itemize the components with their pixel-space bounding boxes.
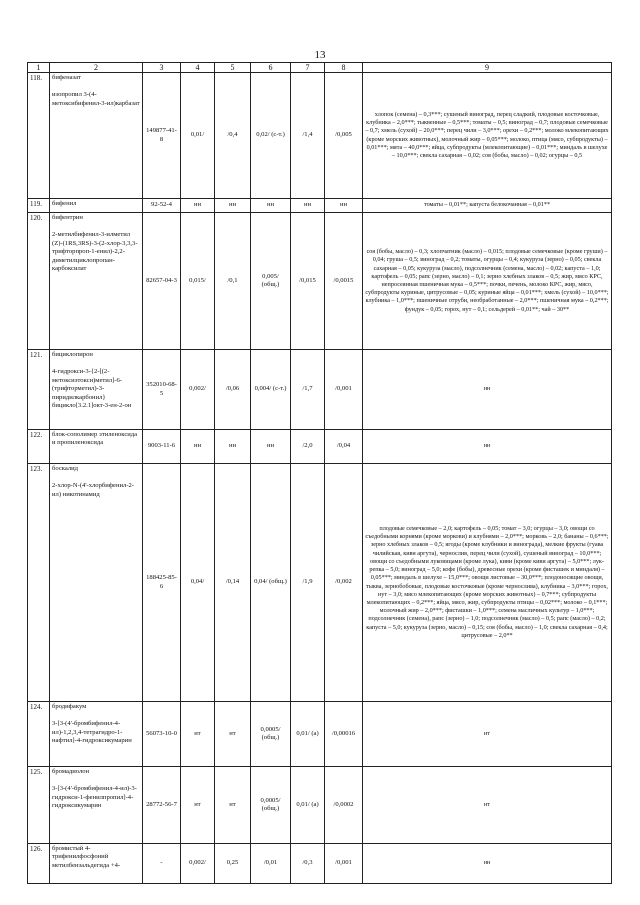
value-cell: нн: [181, 199, 215, 213]
value-cell: /0,4: [215, 73, 251, 199]
value-cell: нн: [215, 199, 251, 213]
table-row: [28, 350, 612, 430]
value-cell: /0,14: [215, 464, 251, 702]
chemical-name: 3-[3-(4'-бромбифенил-4-ил)-1,2,3,4-тетрагидро-1-нафтил]-4-гидроксикумарин: [52, 720, 132, 745]
value-cell: /0,00016: [325, 702, 363, 767]
col-header: 3: [143, 63, 181, 73]
table-row: [28, 213, 612, 350]
value-cell: 0,0005/ (общ.): [251, 767, 291, 844]
substance-name: бициклопирон: [52, 351, 93, 358]
table-row: [28, 464, 612, 702]
row-number: 120.: [28, 213, 50, 350]
value-cell: нн: [215, 430, 251, 464]
value-cell: 0,01/ (а): [291, 767, 325, 844]
cas-number: 188425-85-6: [143, 464, 181, 702]
value-cell: нт: [181, 702, 215, 767]
substance-cell: [50, 350, 143, 430]
residue-limits: нн: [363, 350, 612, 430]
cas-number: 56073-10-0: [143, 702, 181, 767]
value-cell: нт: [181, 767, 215, 844]
table-row: [28, 73, 612, 199]
row-number: 122.: [28, 430, 50, 464]
residue-limits: плодовые семечковые – 2,0; картофель – 0,05; томат – 3,0; огурцы – 3,0; овощи со съедобными корнями (кроме моркови) и клубнями – 2,0***; морковь – 2,0; бананы – 0,6***; зерно хлебных злаков – 0,5; ягоды (кроме клубники и винограда), мелкие фрукты (гуава чилийская, киви аргута), чернослив, перец чили (сухой), сушеный виноград – 10,0***; овощи со съедобными луковицами (кроме лука), киви (кроме киви аргута) – 5,0***; лук-репка – 5,0; виноград – 5,0; кофе (бобы), древесные орехи (кроме фисташек и миндаля) – 0,05***; миндаль в шелухе – 15,0***; овощи листовые – 30,0***; плодоносящие овощи, тыква, зернобобовые, плодовые косточковые (кроме чернослива), клубника – 3,0***; горох, нут – 3,0; мясо млекопитающих (кроме морских животных) – 0,7***; субпродукты млекопитающих – 0,2***; яйца, мясо, жир, субпродукты птицы – 0,02***; молоко – 0,1***; молочный жир – 2,0***; фисташки – 1,0***; семена масличных культур – 1,0***; подсолнечник (семена), рапс (зерно) – 1,0; подсолнечник (масло) – 0,5; рапс (масло) – 0,2; капуста – 5,0; кукуруза (зерно, масло) – 0,15; соя (бобы, масло) – 1,0; свекла сахарная – 0,4; цитрусовые – 2,0**: [363, 464, 612, 702]
residue-limits: томаты – 0,01**; капуста белокочанная – 0,01**: [363, 199, 612, 213]
value-cell: /0,01: [251, 844, 291, 884]
table-row: [28, 702, 612, 767]
cas-number: -: [143, 844, 181, 884]
substance-cell: [50, 702, 143, 767]
col-header: 6: [251, 63, 291, 73]
value-cell: /0,005: [325, 73, 363, 199]
value-cell: нт: [215, 767, 251, 844]
value-cell: /1,9: [291, 464, 325, 702]
residue-limits: нт: [363, 767, 612, 844]
cas-number: 92-52-4: [143, 199, 181, 213]
table-row: [28, 430, 612, 464]
substance-cell: [50, 73, 143, 199]
substance-cell: [50, 464, 143, 702]
row-number: 119.: [28, 199, 50, 213]
col-header: 9: [363, 63, 612, 73]
value-cell: 0,015/: [181, 213, 215, 350]
value-cell: /2,0: [291, 430, 325, 464]
value-cell: 0,002/: [181, 844, 215, 884]
value-cell: 0,002/: [181, 350, 215, 430]
chemical-name: 3-[3-(4'-бромбифенил-4-ил)-3-гидрокси-1-фенилпропил]-4-гидроксикумарин: [52, 785, 137, 810]
table-row: [28, 199, 612, 213]
residue-limits: нт: [363, 702, 612, 767]
substance-cell: [50, 199, 143, 213]
cas-number: 9003-11-6: [143, 430, 181, 464]
substance-cell: [50, 844, 143, 884]
substance-cell: [50, 430, 143, 464]
residue-limits: нн: [363, 430, 612, 464]
residue-limits: соя (бобы, масло) – 0,3; хлопчатник (масло) – 0,015; плодовые семечковые (кроме груши) – 0,04; груша – 0,5; виноград – 0,2; томаты, огурцы – 0,4; кукуруза (зерно) – 0,05; свекла сахарная – 0,05; кукуруза (масло), подсолнечник (семена, масло) – 0,02; капуста – 1,0; картофель – 0,05; рапс (зерно, масло) – 0,1; зерно хлебных злаков – 0,5; жир, мясо КРС, непросеянная пшеничная мука – 0,5***; почки, печень, молоко КРС, жир, мясо, субпродукты куриные, цитрусовые – 0,05; куриные яйца – 0,01***; хмель (сухой) – 10,0***; клубника – 1,0***; пшеничные отруби, необработанные – 2,0***; пшеничная мука – 0,2***; фундук – 0,05; горох, нут – 0,1; сельдерей – 0,01**; чай – 30**: [363, 213, 612, 350]
value-cell: 0,0005/ (общ.): [251, 702, 291, 767]
value-cell: 0,04/: [181, 464, 215, 702]
substance-name: бифеназат: [52, 74, 81, 81]
chemical-name: 4-гидрокси-3-{2-[(2-метоксиэтокси)метил]-6-(трифторметил)-3-пиридилкарбонил}бицикло[3.2.1]окт-3-ен-2-он: [52, 368, 132, 410]
value-cell: /0,1: [215, 213, 251, 350]
value-cell: 0,04/ (общ.): [251, 464, 291, 702]
value-cell: /0,04: [325, 430, 363, 464]
residue-limits: нн: [363, 844, 612, 884]
col-header: 1: [28, 63, 50, 73]
cas-number: 28772-56-7: [143, 767, 181, 844]
value-cell: 0,01/ (а): [291, 702, 325, 767]
substance-name: бифенил: [52, 200, 77, 207]
value-cell: нн: [251, 199, 291, 213]
value-cell: нн: [291, 199, 325, 213]
value-cell: 0,004/ (с-т.): [251, 350, 291, 430]
value-cell: /0,0015: [325, 213, 363, 350]
table-row: [28, 767, 612, 844]
row-number: 123.: [28, 464, 50, 702]
substance-name: бромистый 4-трифенилфосфоний метилбензальдегида +4-: [52, 845, 121, 869]
col-header: 2: [50, 63, 143, 73]
substance-name: блок-сополимер этиленоксида и пропиленоксида: [52, 431, 138, 447]
chemical-name: 2-метилбифенил-3-илметил (Z)-(1RS,3RS)-3-(2-хлор-3,3,3-трифторпроп-1-енил)-2,2-диметилциклопропан-карбоксилат: [52, 231, 138, 273]
col-header: 5: [215, 63, 251, 73]
value-cell: 0,005/ (общ.): [251, 213, 291, 350]
value-cell: нн: [325, 199, 363, 213]
value-cell: /0,001: [325, 350, 363, 430]
cas-number: 82657-04-3: [143, 213, 181, 350]
page-number: 13: [314, 49, 326, 61]
row-number: 125.: [28, 767, 50, 844]
substance-cell: [50, 767, 143, 844]
substance-name: боскалид: [52, 465, 79, 472]
substance-name: бродифакум: [52, 703, 87, 710]
substance-name: бифентрин: [52, 214, 83, 221]
value-cell: /0,015: [291, 213, 325, 350]
value-cell: нн: [251, 430, 291, 464]
value-cell: 0,25: [215, 844, 251, 884]
chemical-name: изопропил 3-(4-метоксибифенил-3-ил)карбазат: [52, 91, 140, 107]
cas-number: 149877-41-8: [143, 73, 181, 199]
col-header: 8: [325, 63, 363, 73]
substance-name: бромадиолон: [52, 768, 90, 775]
value-cell: 0,01/: [181, 73, 215, 199]
col-header: 7: [291, 63, 325, 73]
value-cell: нт: [215, 702, 251, 767]
value-cell: нн: [181, 430, 215, 464]
row-number: 126.: [28, 844, 50, 884]
col-header: 4: [181, 63, 215, 73]
value-cell: /0,002: [325, 464, 363, 702]
value-cell: /0,0002: [325, 767, 363, 844]
row-number: 124.: [28, 702, 50, 767]
value-cell: 0,02/ (с-т.): [251, 73, 291, 199]
header-row: [28, 63, 612, 73]
row-number: 121.: [28, 350, 50, 430]
table-row: [28, 844, 612, 884]
value-cell: /1,4: [291, 73, 325, 199]
value-cell: /1,7: [291, 350, 325, 430]
value-cell: /0,001: [325, 844, 363, 884]
substance-cell: [50, 213, 143, 350]
row-number: 118.: [28, 73, 50, 199]
value-cell: /0,3: [291, 844, 325, 884]
value-cell: /0,06: [215, 350, 251, 430]
cas-number: 352010-68-5: [143, 350, 181, 430]
chemical-name: 2-хлор-N-(4'-хлорбифенил-2-ил) никотинамид: [52, 482, 135, 498]
residue-limits: хлопок (семена) – 0,3***; сушеный виноград, перец сладкий, плодовые косточковые, клубника – 2,0***; тыквенные – 0,5***; томаты – 0,5; виноград – 0,7; плодовые семечковые – 0,7; хмель (сухой) – 20,0***; перец чили – 3,0***; орехи – 0,2***; молоко млекопитающих (кроме морских животных), молочный жир – 0,05***; молоко, птица (мясо, субпродукты) – 0,01***; мята – 40,0***; яйца, субпродукты (млекопитающие) – 0,01***; миндаль в шелухе – 10,0***; свекла сахарная – 0,02; соя (бобы, масло) – 0,02; огурцы – 0,5: [363, 73, 612, 199]
residue-limits-table: [27, 62, 612, 884]
